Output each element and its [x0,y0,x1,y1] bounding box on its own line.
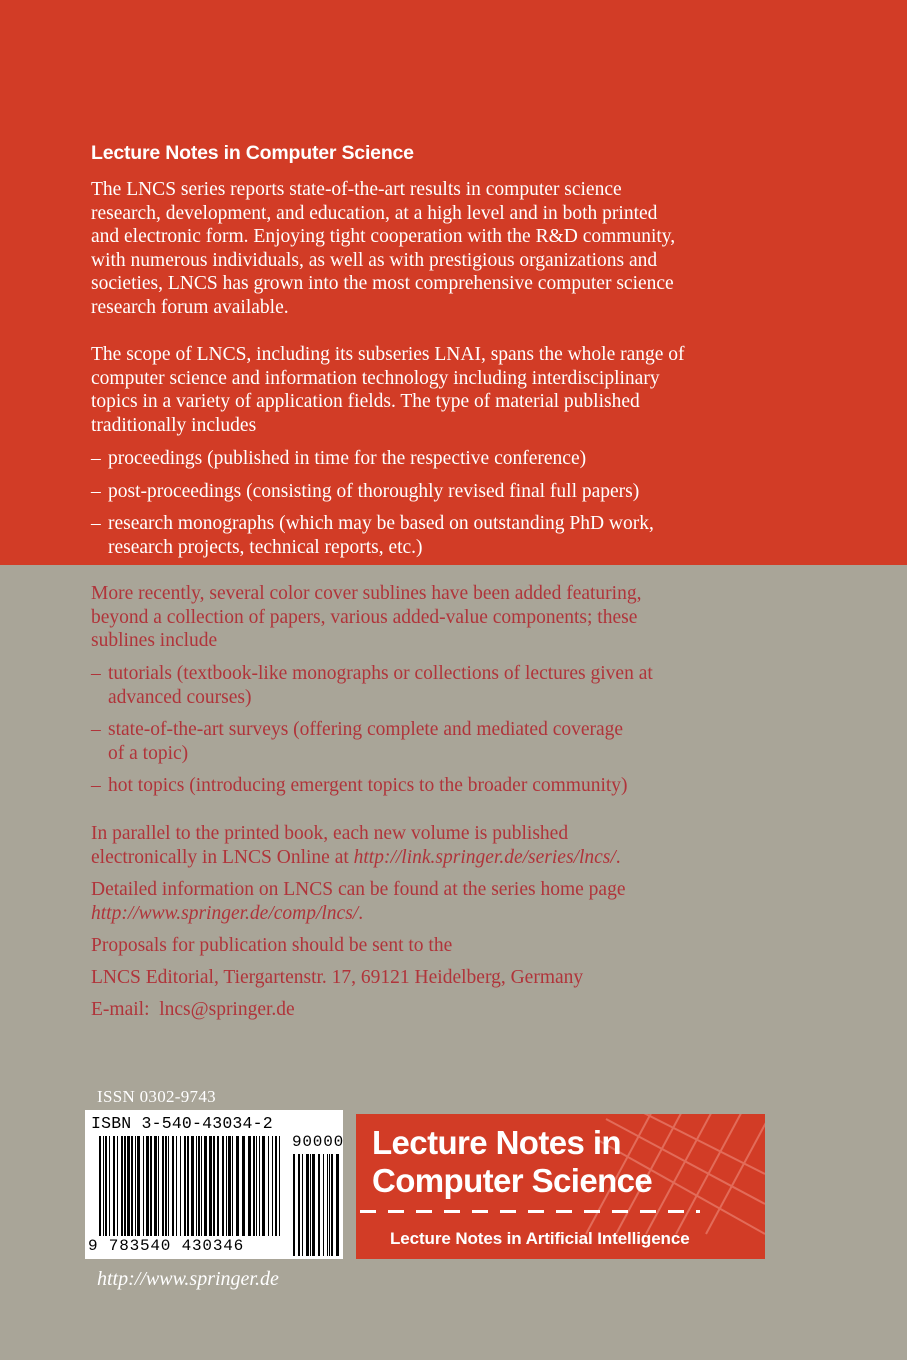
list-item-text: tutorials (textbook-like monographs or collections of lectures given at [108,663,653,684]
barcode-bar [236,1136,239,1236]
barcode-bar [201,1136,202,1236]
text-line: beyond a collection of papers, various added-value components; these [91,606,638,628]
barcode-bar [196,1136,197,1236]
barcode-bar [162,1136,164,1236]
proposals-text: Proposals for publication should be sent to the [91,935,453,956]
barcode-bar [272,1136,273,1236]
dash-marker: – [91,513,101,534]
dash-marker: – [91,663,101,684]
barcode-bar [248,1136,251,1236]
barcode-bar [113,1136,115,1236]
barcode-bar [135,1136,136,1236]
email-line [91,998,821,1022]
barcode-bar [204,1136,207,1236]
list-item [91,718,821,765]
barcode-bar [256,1136,257,1236]
barcode-bar [228,1136,231,1236]
list-item-text: advanced courses) [108,686,252,708]
dash-marker: – [91,719,101,740]
addon-number: 90000 [292,1133,345,1151]
barcode-bar [213,1136,215,1236]
text-line: research forum available. [91,296,289,318]
text-line: with numerous individuals, as well as with prestigious organizations and [91,249,658,271]
dash-marker: – [91,448,101,469]
sublines-paragraph [91,582,821,653]
list-item [91,512,821,559]
list-item [91,774,821,798]
email-label: E-mail: [91,999,150,1020]
barcode-bar [323,1154,324,1256]
logo-title [372,1124,652,1200]
barcode-bar [279,1136,280,1236]
ean-number: 9 783540 430346 [88,1237,245,1255]
barcode-bar [331,1154,333,1256]
list-item-text: proceedings (published in time for the respective conference) [108,448,587,469]
list-item-text: post-proceedings (consisting of thoroughly revised final full papers) [108,480,640,502]
barcode-bar [306,1154,309,1256]
barcode-bar [259,1136,260,1236]
text-line: and electronic form. Enjoying tight cooperation with the R&D community, [91,226,676,247]
barcode-bar [146,1136,149,1236]
text-line: topics in a variety of application fields. The type of material published [91,391,640,412]
barcode-bar [232,1136,233,1236]
isbn-number: ISBN 3-540-43034-2 [91,1114,273,1133]
barcode-bar [150,1136,152,1236]
lncs-online-link[interactable]: http://link.springer.de/series/lncs/ [353,846,616,868]
barcode-bar [165,1136,167,1236]
barcode-bar [99,1136,101,1236]
text-line: sublines include [91,630,218,651]
barcode-bar [275,1136,277,1236]
barcode-bar [329,1154,330,1256]
barcode-bar [168,1136,169,1236]
barcode-bar [137,1136,140,1236]
barcode-bar [222,1136,224,1236]
text-line: research, development, and education, at a high level and in both printed [91,202,658,224]
list-item-text: research projects, technical reports, etc.) [108,536,423,558]
series-heading: Lecture Notes in Computer Science [91,142,414,164]
scope-paragraph [91,343,821,437]
barcode-bar [209,1136,212,1236]
barcode-bar [154,1136,157,1236]
barcode-bar [253,1136,255,1236]
text-line: In parallel to the printed book, each new volume is published [91,823,569,844]
barcode-bar [158,1136,159,1236]
barcode-bar [184,1136,186,1236]
barcode-bar [187,1136,189,1236]
list-item-text: research monographs (which may be based on outstanding PhD work, [108,513,654,534]
material-list [91,447,821,559]
barcode-bar [318,1154,320,1256]
barcode-bar [143,1136,144,1236]
barcode-bar [268,1136,269,1236]
barcode-bar [262,1136,265,1236]
logo-subseries: Lecture Notes in Artificial Intelligence [390,1229,690,1248]
barcode-bar [293,1154,295,1256]
barcode-bar [310,1154,311,1256]
barcode-bar [131,1136,133,1236]
barcode-bar [105,1136,107,1236]
text-fragment: . [615,846,621,868]
dash-marker: – [91,775,101,796]
series-logo [356,1114,765,1259]
barcode-bar [176,1136,177,1236]
sublines-list [91,662,821,798]
barcode-bar [180,1136,181,1236]
text-fragment: . [358,902,364,924]
text-line [91,846,821,870]
barcode-bar [127,1136,130,1236]
barcode-bar [109,1136,110,1236]
barcode-bar [327,1154,328,1256]
list-item [91,480,821,504]
online-paragraph [91,822,821,869]
list-item-text: state-of-the-art surveys (offering complete and mediated coverage [108,719,624,740]
barcode-bar [302,1154,303,1256]
list-item-text: hot topics (introducing emergent topics to the broader community) [108,775,628,796]
list-item-text: of a topic) [108,742,189,764]
publisher-url[interactable]: http://www.springer.de [97,1268,279,1290]
barcode-bar [121,1136,123,1236]
text-line: More recently, several color cover sublines have been added featuring, [91,583,642,604]
text-line: The LNCS series reports state-of-the-art results in computer science [91,179,622,200]
editorial-address: LNCS Editorial, Tiergartenstr. 17, 69121 Heidelberg, Germany [91,967,584,988]
text-line: The scope of LNCS, including its subseries LNAI, spans the whole range of [91,344,685,365]
info-paragraph [91,878,821,925]
barcode-bar [124,1136,126,1236]
barcode [85,1110,343,1259]
barcode-bar [336,1154,339,1256]
issn-number: ISSN 0302-9743 [97,1087,216,1106]
text-line [91,902,821,926]
barcode-bar [226,1136,227,1236]
barcode-bar [172,1136,174,1236]
text-line: traditionally includes [91,414,257,436]
barcode-bar [217,1136,219,1236]
list-item [91,447,821,471]
logo-title-line: Computer Science [372,1162,653,1199]
email-address[interactable]: lncs@springer.de [159,999,295,1020]
dashed-divider [360,1210,700,1213]
text-line: societies, LNCS has grown into the most comprehensive computer science [91,273,674,294]
text-line: computer science and information technology including interdisciplinary [91,367,660,389]
series-homepage-link[interactable]: http://www.springer.de/comp/lncs/ [91,902,359,924]
text-line: Detailed information on LNCS can be found at the series home page [91,879,626,900]
barcode-bar [198,1136,200,1236]
barcode-bar [103,1136,104,1236]
dash-marker: – [91,480,101,502]
barcode-bar [298,1154,300,1256]
barcode-bar [312,1154,315,1256]
barcode-bar [242,1136,245,1236]
lncs-description [91,178,821,319]
barcode-bar [117,1136,118,1236]
barcode-bar [191,1136,194,1236]
logo-title-line: Lecture Notes in [372,1124,621,1161]
list-item [91,662,821,709]
text-fragment: electronically in LNCS Online at [91,846,354,868]
